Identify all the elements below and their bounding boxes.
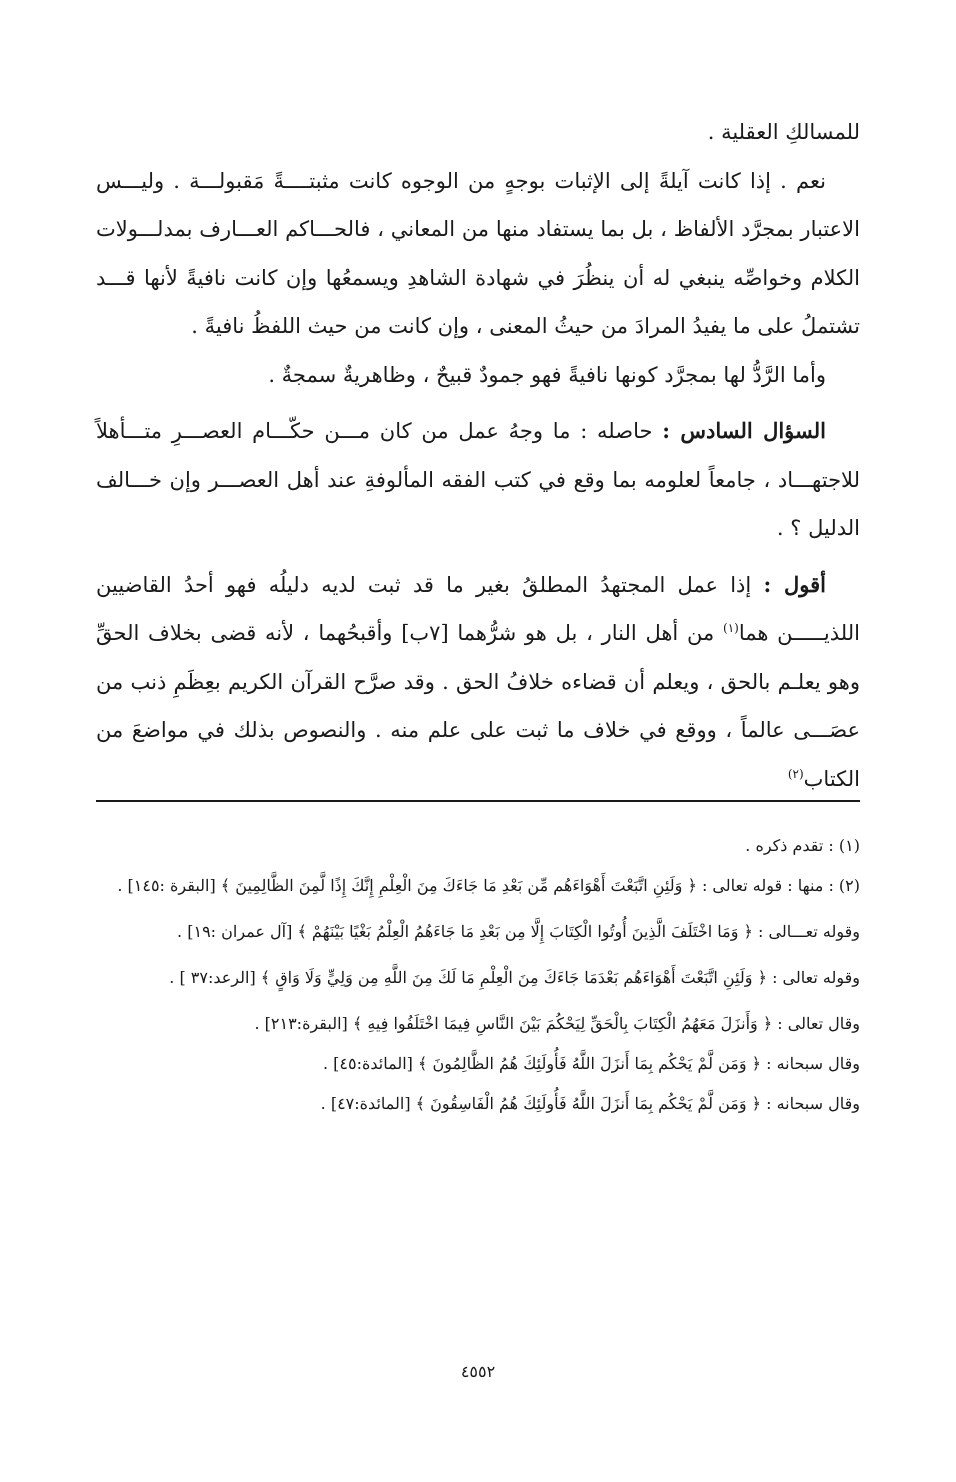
footnote-ref-2: (٢): [787, 766, 804, 781]
answer: [96, 561, 860, 804]
quote-intro: وقوله تعالى :: [772, 968, 860, 987]
page-number: ٤٥٥٢: [460, 1362, 496, 1381]
quran-verse: ﴿ وَمَا اخْتَلَفَ الَّذِينَ أُوتُوا الْكِتَابَ إِلَّا مِن بَعْدِ مَا جَاءَهُمُ الْعِلْمُ بَغْيًا بَيْنَهُمْ ﴾: [297, 922, 753, 941]
answer-text-1: إذا عمل المجتهدُ المطلقُ بغير ما قد ثبت لديه دليلُه فهو أحدُ القاضيين اللذيـــــن هما: [96, 572, 860, 645]
answer-text-2: من أهل النار ، بل هو شرُّهما [٧ب] وأقبحُهما ، لأنه قضى بخلاف الحقِّ وهو يعلـم بالحق ، ويعلم أن قضاءه خلافُ الحق . وقد صرَّح القرآن الكريم بعِظَمِ ذنب من عصَـــى عالماً ، ووقع في خلاف ما ثبت على علم منه . والنصوص بذلك في مواضعَ من الكتاب: [96, 621, 860, 791]
quote-intro: وقال سبحانه :: [766, 1094, 860, 1113]
verse-reference: [البقرة:٢١٣] .: [254, 1014, 348, 1033]
quran-verse: ﴿ وَأَنزَلَ مَعَهُمُ الْكِتَابَ بِالْحَقِّ لِيَحْكُمَ بَيْنَ النَّاسِ فِيمَا اخْتَلَفُوا فِيهِ ﴾: [352, 1014, 773, 1033]
line-top: للمسالكِ العقلية .: [707, 120, 860, 144]
verse-reference: [المائدة:٤٥] .: [323, 1054, 413, 1073]
verse-reference: [البقرة :١٤٥] .: [117, 876, 216, 895]
footnote-2: [96, 866, 860, 906]
quote-intro: وقال سبحانه :: [766, 1054, 860, 1073]
quran-verse: ﴿ وَلَئِنِ اتَّبَعْتَ أَهْوَاءَهُم بَعْدَمَا جَاءَكَ مِنَ الْعِلْمِ مَا لَكَ مِنَ اللَّهِ مِن وَلِيٍّ وَلَا وَاقٍ ﴾: [260, 968, 767, 987]
footnote-2-intro: (٢) : منها : قوله تعالى :: [701, 876, 860, 895]
footnote-1: (١) : تقدم ذكره .: [745, 836, 860, 855]
verse-reference: [الرعد:٣٧ ] .: [169, 968, 256, 987]
footnote-quote: [96, 1004, 860, 1044]
quran-verse: ﴿ وَلَئِنِ اتَّبَعْتَ أَهْوَاءَهُم مِّن بَعْدِ مَا جَاءَكَ مِنَ الْعِلْمِ إِنَّكَ إِذًا لَّمِنَ الظَّالِمِينَ ﴾: [220, 876, 697, 895]
footnote-quote: [96, 958, 860, 998]
quote-intro: وقوله تعـــالى :: [758, 922, 860, 941]
main-text: [96, 108, 860, 803]
paragraph-2: وأما الرَّدُّ لها بمجرَّد كونها نافيةً فهو جمودٌ قبيحٌ ، وظاهريةٌ سمجةٌ .: [268, 362, 826, 387]
footnote-quote: [96, 912, 860, 952]
verse-reference: [آل عمران :١٩] .: [177, 922, 293, 941]
footnote-quote: [96, 1084, 860, 1124]
question-six-text: حاصله : ما وجهُ عمل من كان مـــن حكّـــام العصـــرِ متـــأهلاً للاجتهـــاد ، جامعاً لعلومه بما وقع في كتب الفقه المألوفةِ عند أهل العصـــر وإن خـــالف الدليل ؟ .: [96, 419, 860, 540]
quote-intro: وقال تعالى :: [777, 1014, 860, 1033]
footnote-quote: [96, 1044, 860, 1084]
verse-reference: [المائدة:٤٧] .: [320, 1094, 411, 1113]
paragraph-1: نعم . إذا كانت آيلةً إلى الإثبات بوجهٍ من الوجوه كانت مثبتــــةً مَقبولـــة . وليـــس الاعتبار بمجرَّد الألفاظ ، بل بما يستفاد منها من المعاني ، فالحـــاكم العـــارف بمدلـــولات الكلام وخواصِّه ينبغي له أن ينظُرَ في شهادة الشاهدِ ويسمعُها وإن كانت نافيةً لأنها قـــد تشتملُ على ما يفيدُ المرادَ من حيثُ المعنى ، وإن كانت من حيث اللفظُ نافيةً .: [96, 168, 860, 338]
question-six: [96, 407, 860, 553]
answer-label: أقول :: [763, 571, 826, 597]
footnote-ref-1: (١): [723, 621, 739, 635]
footnotes: [96, 826, 860, 1124]
quran-verse: ﴿ وَمَن لَّمْ يَحْكُم بِمَا أَنزَلَ اللَّهُ فَأُولَئِكَ هُمُ الظَّالِمُونَ ﴾: [418, 1054, 761, 1073]
question-six-label: السؤال السادس :: [662, 418, 826, 443]
quran-verse: ﴿ وَمَن لَّمْ يَحْكُم بِمَا أَنزَلَ اللَّهُ فَأُولَئِكَ هُمُ الْفَاسِقُونَ ﴾: [415, 1094, 761, 1113]
footnote-divider: [96, 800, 860, 802]
